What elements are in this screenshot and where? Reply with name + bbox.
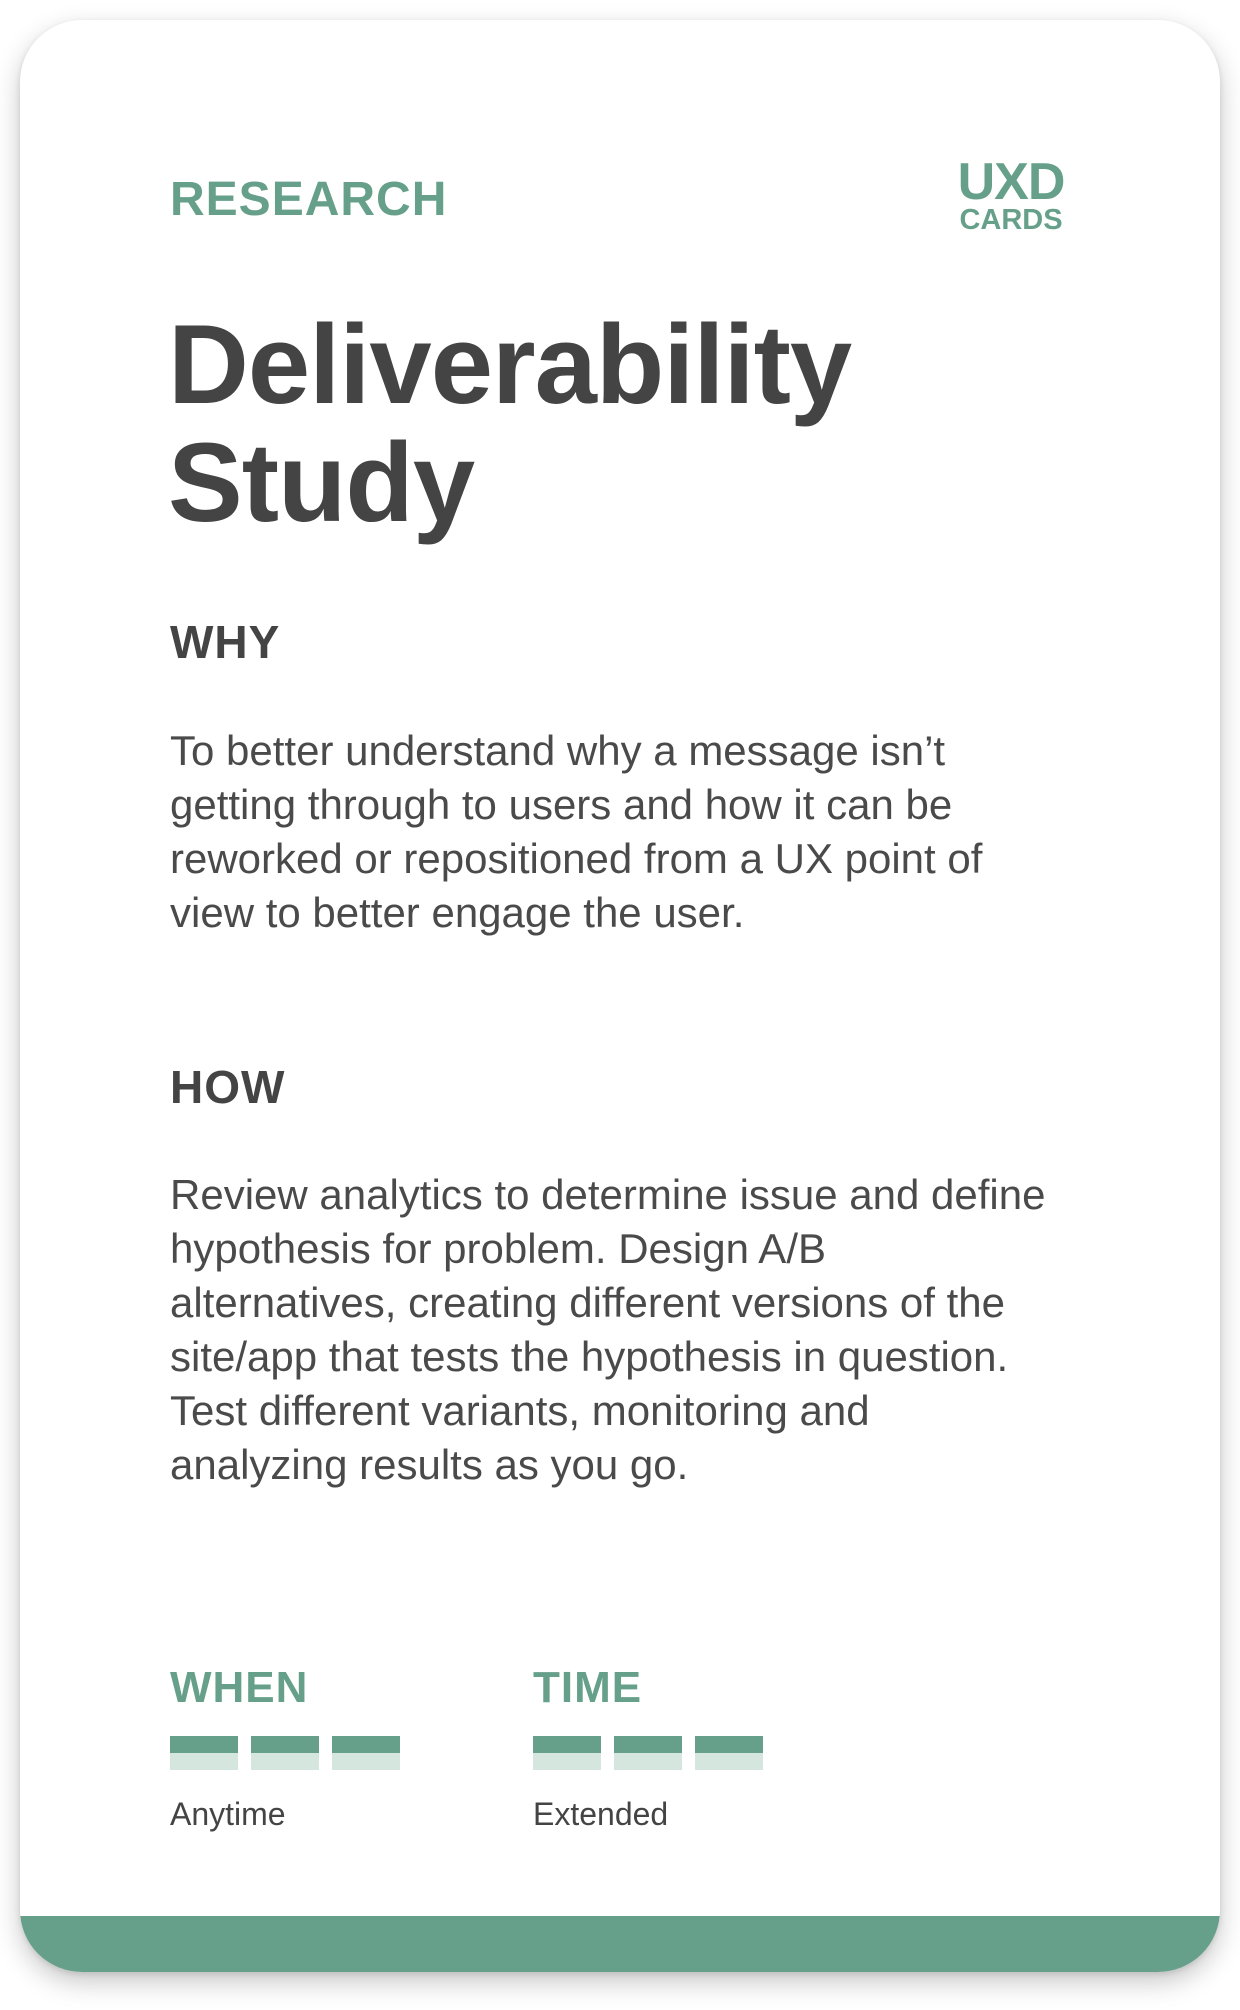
bottom-accent-band xyxy=(20,1916,1220,1972)
when-meter-segment xyxy=(251,1736,319,1770)
when-meter xyxy=(170,1736,410,1770)
when-block xyxy=(170,1662,490,1834)
time-meter xyxy=(533,1736,773,1770)
when-meter-fill xyxy=(332,1736,400,1753)
when-value: Anytime xyxy=(170,1796,286,1832)
logo-text-top: UXD xyxy=(957,153,1065,211)
category-label: RESEARCH xyxy=(170,173,448,226)
how-text: Review analytics to determine issue and define hypothesis for problem. Design A/B alternatives, creating different versions of the site/app that tests the hypothesis in question. Test different variants, monitoring and analyzing results as you go. xyxy=(170,1171,1046,1488)
card-title: Deliverability Study xyxy=(168,302,852,545)
uxd-cards-logo xyxy=(956,153,1066,236)
time-value: Extended xyxy=(533,1796,669,1832)
when-label: WHEN xyxy=(170,1663,309,1712)
when-meter-fill xyxy=(170,1736,238,1753)
time-label: TIME xyxy=(533,1663,643,1712)
time-block xyxy=(533,1662,853,1834)
time-meter-fill xyxy=(695,1736,763,1753)
time-meter-segment xyxy=(695,1736,763,1770)
time-meter-fill xyxy=(614,1736,682,1753)
when-meter-fill xyxy=(251,1736,319,1753)
ux-card xyxy=(20,20,1220,1972)
how-heading: HOW xyxy=(170,1061,286,1113)
time-meter-segment xyxy=(614,1736,682,1770)
time-meter-segment xyxy=(533,1736,601,1770)
logo-text-bottom: CARDS xyxy=(959,204,1063,236)
why-heading: WHY xyxy=(170,616,281,668)
time-meter-fill xyxy=(533,1736,601,1753)
why-text: To better understand why a message isn’t getting through to users and how it can be reworked or repositioned from a UX point of view to better engage the user. xyxy=(170,727,983,936)
when-meter-segment xyxy=(332,1736,400,1770)
when-meter-segment xyxy=(170,1736,238,1770)
